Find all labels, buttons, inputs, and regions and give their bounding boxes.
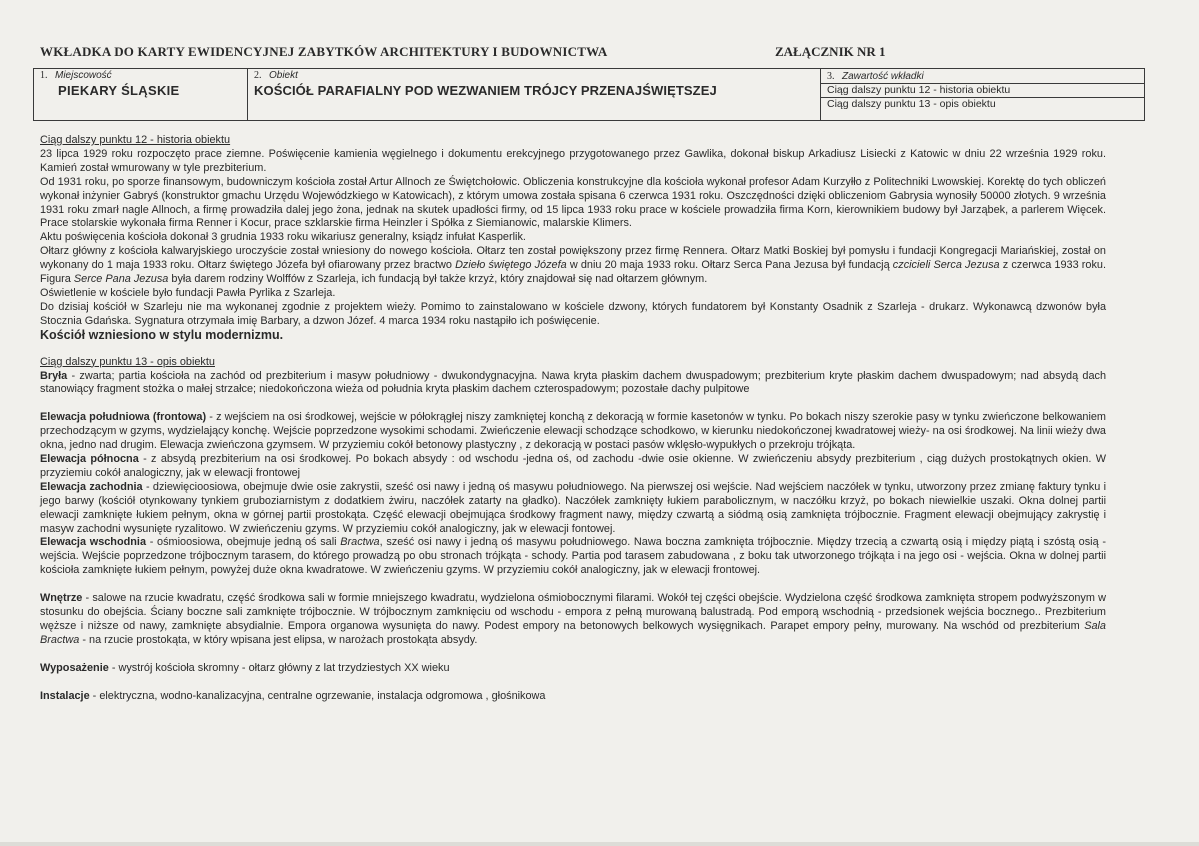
massing-paragraph: Bryła - zwarta; partia kościoła na zachód od prezbiterium i masyw południowy - dwukondygnacyjna. Nawa kryta płaskim dachem dwuspadowym; prezbiterium kryte płaskim dachem dwuspadowym; nad absydą dach stanowiący fragment stożka o małej strzałce; niedokończona wieża od południa kryta płaskim dachem czterospadowym; pozostałe dachy pulpitowe	[40, 369, 1106, 396]
history-paragraph-3: Aktu poświęcenia kościoła dokonał 3 grudnia 1933 roku wikariusz generalny, ksiądz infułat Kasperlik.	[40, 231, 526, 244]
history-paragraph-1: 23 lipca 1929 roku rozpoczęto prace ziemne. Poświęcenie kamienia węgielnego i dokumentu erekcyjnego przygotowanego przez Gawlika, dokonał biskup Arkadiusz Lisiecki z Katowic w dniu 22 września 1929 roku. Kamień został wmurowany w tyle prezbiterium.	[40, 147, 1106, 174]
south-elevation-paragraph: Elewacja południowa (frontowa) - z wejściem na osi środkowej, wejście w półokrągłej niszy zamkniętej konchą z dekoracją w formie kasetonów w tynku. Po bokach niszy szerokie pasy w tynku zwieńczone belkowaniem przechodzącym w gzyms, wydzielający konchę. Wejście poprzedzone wysokimi schodami. Zwieńczenie elewacji schodzące schodkowo, w kierunku niedokończonej kwadratowej wieży- na osi środkowej. Na linii wieży dwa okna, jedno nad drugim. Elewacja zwieńczona gzymsem. W przyziemiu cokół betonowy plastyczny , z dekoracją w postaci pasów wklęsło-wypukłych o przekroju trójkąta.	[40, 411, 1107, 452]
history-heading: Ciąg dalszy punktu 12 - historia obiektu	[40, 134, 231, 146]
history-style-note: Kościół wzniesiono w stylu modernizmu.	[40, 327, 284, 342]
furnishings-paragraph: Wyposażenie - wystrój kościoła skromny - ołtarz główny z lat trzydziestych XX wieku	[40, 661, 450, 674]
object-label: Obiekt	[269, 70, 298, 81]
locality-number: 1.	[40, 70, 48, 81]
history-paragraph-4: Ołtarz główny z kościoła kalwaryjskiego uroczyście został wniesiony do nowego kościoła. Ołtarz ten został powiększony przez firmę Rennera. Ołtarz Matki Boskiej był pomysłu i fundacji Kongregacji Mariańskiej, został on wykonany do 1 maja 1933 roku. Ołtarz świętego Józefa był ofiarowany przez bractwo Dzieło świętego Józefa w dniu 20 maja 1933 roku. Ołtarz Serca Pana Jezusa był fundacją czcicieli Serca Jezusa z czerwca 1933 roku. Figura Serce Pana Jezusa była darem rodziny Wolffów z Szarleja, ich fundacją był także krzyż, który znajdował się nad ołtarzem głównym.	[40, 245, 1107, 286]
paper-bottom-edge	[0, 842, 1199, 846]
document-title: WKŁADKA DO KARTY EWIDENCYJNEJ ZABYTKÓW ARCHITEKTURY I BUDOWNICTWA	[40, 44, 608, 59]
document-body	[40, 134, 1106, 704]
object-value: KOŚCIÓŁ PARAFIALNY POD WEZWANIEM TRÓJCY PRZENAJŚWIĘTSZEJ	[254, 83, 717, 98]
contents-cell	[821, 69, 1145, 121]
locality-value: PIEKARY ŚLĄSKIE	[58, 83, 180, 98]
locality-label: Miejscowość	[55, 70, 112, 81]
interior-paragraph: Wnętrze - salowe na rzucie kwadratu, część środkowa sali w formie mniejszego kwadratu, wydzielona ośmiobocznymi filarami. Wokół tej części obejście. Wydzielona część środkowa zamknięta stropem podwyższonym w stosunku do obejścia. Ściany boczne sali zamknięte trójbocznie. W trójbocznym zamknięciu od wschodu - empora z pełną murowaną balustradą. Pod emporą wschodnią - przedsionek wejścia bocznego.. Prezbiterium węższe i niższe od nawy, zamknięte absydialnie. Empora organowa wysunięta do nawy. Podest empory na betonowych belkowych wysięgnikach. Parapet empory pełny, murowany. Na wschód od prezbiterium Sala Bractwa - na rzucie prostokąta, w który wpisana jest elipsa, w narożach prostokąta absydy.	[40, 592, 1106, 646]
history-paragraph-5: Oświetlenie w kościele było fundacji Pawła Pyrlika z Szarleja.	[40, 286, 336, 299]
locality-cell	[34, 69, 248, 121]
object-number: 2.	[254, 70, 262, 81]
description-heading: Ciąg dalszy punktu 13 - opis obiektu	[40, 355, 215, 368]
contents-line-2: Ciąg dalszy punktu 13 - opis obiektu	[827, 98, 996, 110]
contents-label: Zawartość wkładki	[842, 71, 924, 82]
object-cell	[248, 69, 821, 121]
installations-paragraph: Instalacje - elektryczna, wodno-kanalizacyjna, centralne ogrzewanie, instalacja odgromowa , głośnikowa	[40, 689, 546, 702]
contents-line-1: Ciąg dalszy punktu 12 - historia obiektu	[821, 84, 1144, 98]
east-elevation-paragraph: Elewacja wschodnia - ośmioosiowa, obejmuje jedną oś sali Bractwa, sześć osi nawy i jedną oś masywu południowego. Nawa boczna zamknięta trójbocznie. Między trzecią a czwartą osią i między piątą i szóstą osią - wejścia. Wejście poprzedzone trójbocznym tarasem, do którego prowadzą po obu stronach trójkąta - schody. Partia pod tarasem zabudowana , z boku tak utworzonego trójkąta i na jego osi - wejścia. Okna w dolnej partii kościoła zamknięte łukiem pełnym, powyżej duże okna kwadratowe. W zwieńczeniu gzyms. W przyziemiu cokół analogiczny, jak w elewacji frontowej.	[40, 536, 1106, 577]
west-elevation-paragraph: Elewacja zachodnia - dziewięcioosiowa, obejmuje dwie osie zakrystii, sześć osi nawy i jedną oś masywu południowego. Na pierwszej osi wejście. Nad wejściem naczółek w tynku, utworzony przez zmianę faktury tynku i jego barwy (kościół otynkowany tynkiem gruboziarnistym z dodatkiem żwiru, naczółek zatarty na gładko). Naczółek zamknięty łukiem parabolicznym, w naczółku krzyż, po bokach niewielkie uszaki. Okna dolnej partii elewacji zamknięte łukiem pełnym, okna w górnej partii prostokąta. Część elewacji obejmująca środkowy fragment nawy, między czwartą a siódmą osią zamknięta trójbocznie. Fragment elewacji obejmujący zakrystię i masyw zachodni wysunięte ryzalitowo. W zwieńczeniu gzyms. W przyziemiu cokół analogiczny, jak w elewacji fontowej.	[40, 480, 1107, 535]
north-elevation-paragraph: Elewacja północna - z absydą prezbiterium na osi środkowej. Po bokach absydy : od wschodu -jedna oś, od zachodu -dwie osie okienne. W zwieńczeniu absydy prezbiterium , ciąg dużych prostokątnych okien. W przyziemiu cokół analogiczny, jak w elewacji frontowej	[40, 453, 1106, 479]
history-paragraph-2: Od 1931 roku, po sporze finansowym, budowniczym kościoła został Artur Allnoch ze Świętchołowic. Obliczenia konstrukcyjne dla kościoła wykonał profesor Adam Kurzyłło z Politechniki Lwowskiej. Korektę do tych obliczeń wykonał inżynier Gabryś (konstruktor gmachu Urzędu Wojewódzkiego w Katowicach), z którym umowa została spisana 6 czerwca 1931 roku. Oszczędności dzięki obliczeniom Gabrysia wynosiły 50000 złotych. 9 września 1931 roku zmarł nagle Allnoch, a firmę prowadziła dalej jego żona, jednak na skutek upadłości firmy, od 15 lipca 1933 roku prace w kościele prowadziła firma Korn, kierownikiem budowy był Jarząbek, a parlerem Więcek. Prace stolarskie wykonała firma Renner i Kocur, prace szklarskie firma Heinzler i Spółka z Siemianowic, malarskie Klimers.	[40, 175, 1106, 230]
annex-label: ZAŁĄCZNIK NR 1	[775, 44, 886, 59]
contents-number: 3.	[827, 71, 835, 82]
header-table	[33, 68, 1145, 121]
history-paragraph-6: Do dzisiaj kościół w Szarleju nie ma wykonanej zgodnie z projektem wieży. Pomimo to zainstalowano w kościele dzwony, których fundatorem był Konstanty Osadnik z Szarleja - drukarz. Wykonawcą dzwonów była Stocznia Gdańska. Sygnatura otrzymała imię Barbary, a dzwon Józef. 4 marca 1934 roku nastąpiło ich poświęcenie.	[40, 300, 1106, 327]
